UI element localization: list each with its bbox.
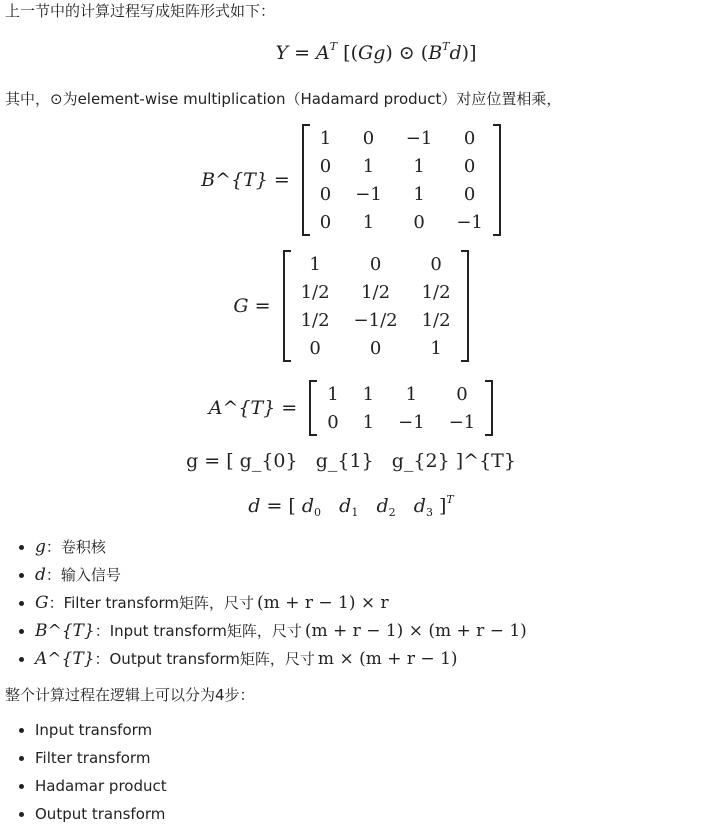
matrix-cell: 1/2: [300, 309, 330, 331]
matrix-cell: 1: [413, 155, 425, 177]
def-size: (m + r − 1) × r: [257, 593, 389, 613]
def-symbol: A^{T}: [35, 649, 95, 669]
matrix-label: G =: [233, 295, 271, 317]
matrix-cell: 1: [362, 155, 375, 177]
matrix-cell: 1: [309, 253, 321, 275]
matrix-cell: 0: [327, 411, 339, 433]
matrix-cell: 1: [362, 411, 375, 433]
list-item: [35, 561, 527, 589]
matrix-cell: 1: [362, 211, 375, 233]
matrix-cell: −1: [355, 183, 382, 205]
matrix-g: [0, 250, 702, 362]
g-formula: g = [ g_{0} g_{1} g_{2} ]^{T}: [186, 450, 516, 472]
matrix-cell: 1/2: [300, 281, 330, 303]
matrix-cell: 0: [463, 155, 476, 177]
matrix-brackets: [309, 380, 493, 436]
matrix-brackets: [283, 250, 469, 362]
matrix-cell: 0: [463, 127, 476, 149]
matrix-row: [308, 208, 495, 236]
definition-list: [0, 533, 527, 673]
matrix-cell: 0: [319, 211, 332, 233]
matrix-cell: 0: [430, 253, 442, 275]
matrix-cell: 1: [430, 337, 442, 359]
def-size: m × (m + r − 1): [317, 649, 458, 669]
matrix-row: [308, 180, 495, 208]
steps-intro: 整个计算过程在逻辑上可以分为4步：: [5, 686, 255, 704]
matrix-row: [308, 124, 495, 152]
matrix-cell: 1/2: [361, 281, 391, 303]
list-item: • Hadamar product: [35, 772, 167, 800]
matrix-cell: 1: [405, 383, 418, 405]
list-item: • Input transform: [35, 716, 167, 744]
matrix-bt: [0, 124, 702, 236]
intro-text: 上一节中的计算过程写成矩阵形式如下：: [5, 2, 276, 20]
matrix-cell: −1/2: [353, 309, 398, 331]
matrix-cell: 0: [456, 383, 468, 405]
matrix-cell: 1: [327, 383, 339, 405]
matrix-cell: −1: [405, 127, 433, 149]
def-symbol: g: [35, 537, 46, 557]
def-size: (m + r − 1) × (m + r − 1): [304, 621, 527, 641]
matrix-label: B^{T} =: [201, 169, 290, 191]
matrix-cell: 1: [319, 127, 332, 149]
steps-list: [0, 716, 167, 828]
matrix-row: [289, 250, 463, 278]
matrix-cell: 0: [413, 211, 425, 233]
def-text: ：Output transform矩阵，尺寸: [94, 650, 315, 668]
def-text: ：Input transform矩阵，尺寸: [94, 622, 302, 640]
matrix-cell: 0: [362, 127, 375, 149]
matrix-cell: 1/2: [421, 281, 451, 303]
matrix-cell: 0: [463, 183, 476, 205]
explain-text: 其中，⊙为element-wise multiplication（Hadamard product）对应位置相乘，: [5, 90, 562, 108]
matrix-cell: 1: [413, 183, 425, 205]
matrix-cell: −1: [398, 411, 425, 433]
matrix-row: [289, 306, 463, 334]
matrix-row: [289, 278, 463, 306]
list-item: [35, 645, 527, 673]
def-symbol: G: [35, 593, 49, 613]
list-item: [35, 533, 527, 561]
matrix-at: [0, 380, 702, 436]
def-symbol: d: [35, 565, 46, 585]
def-symbol: B^{T}: [35, 621, 95, 641]
list-item: [35, 589, 527, 617]
matrix-cell: −1: [448, 411, 476, 433]
matrix-row: [289, 334, 463, 362]
matrix-cell: 0: [369, 337, 382, 359]
list-item: • Filter transform: [35, 744, 167, 772]
list-item: • Output transform: [35, 800, 167, 828]
matrix-cell: −1: [456, 211, 483, 233]
matrix-label: A^{T} =: [208, 397, 298, 419]
matrix-cell: 1/2: [421, 309, 451, 331]
matrix-row: [315, 380, 487, 408]
matrix-cell: 0: [319, 183, 332, 205]
matrix-cell: 1: [362, 383, 375, 405]
matrix-row: [308, 152, 495, 180]
def-text: ：Filter transform矩阵，尺寸: [48, 594, 255, 612]
list-item: [35, 617, 527, 645]
matrix-row: [315, 408, 487, 436]
main-formula: $Y = A^T$ [(Gg) ⊙ $(B^Td)$]: [275, 40, 477, 64]
def-text: ：输入信号: [45, 566, 121, 584]
d-formula: d = [ $d_0$ $d_1$ $d_2$ $d_3$ ]$^T$: [248, 493, 454, 519]
matrix-cell: 0: [369, 253, 382, 275]
def-text: ：卷积核: [45, 538, 106, 556]
matrix-cell: 0: [319, 155, 332, 177]
matrix-brackets: [302, 124, 501, 236]
matrix-cell: 0: [309, 337, 321, 359]
